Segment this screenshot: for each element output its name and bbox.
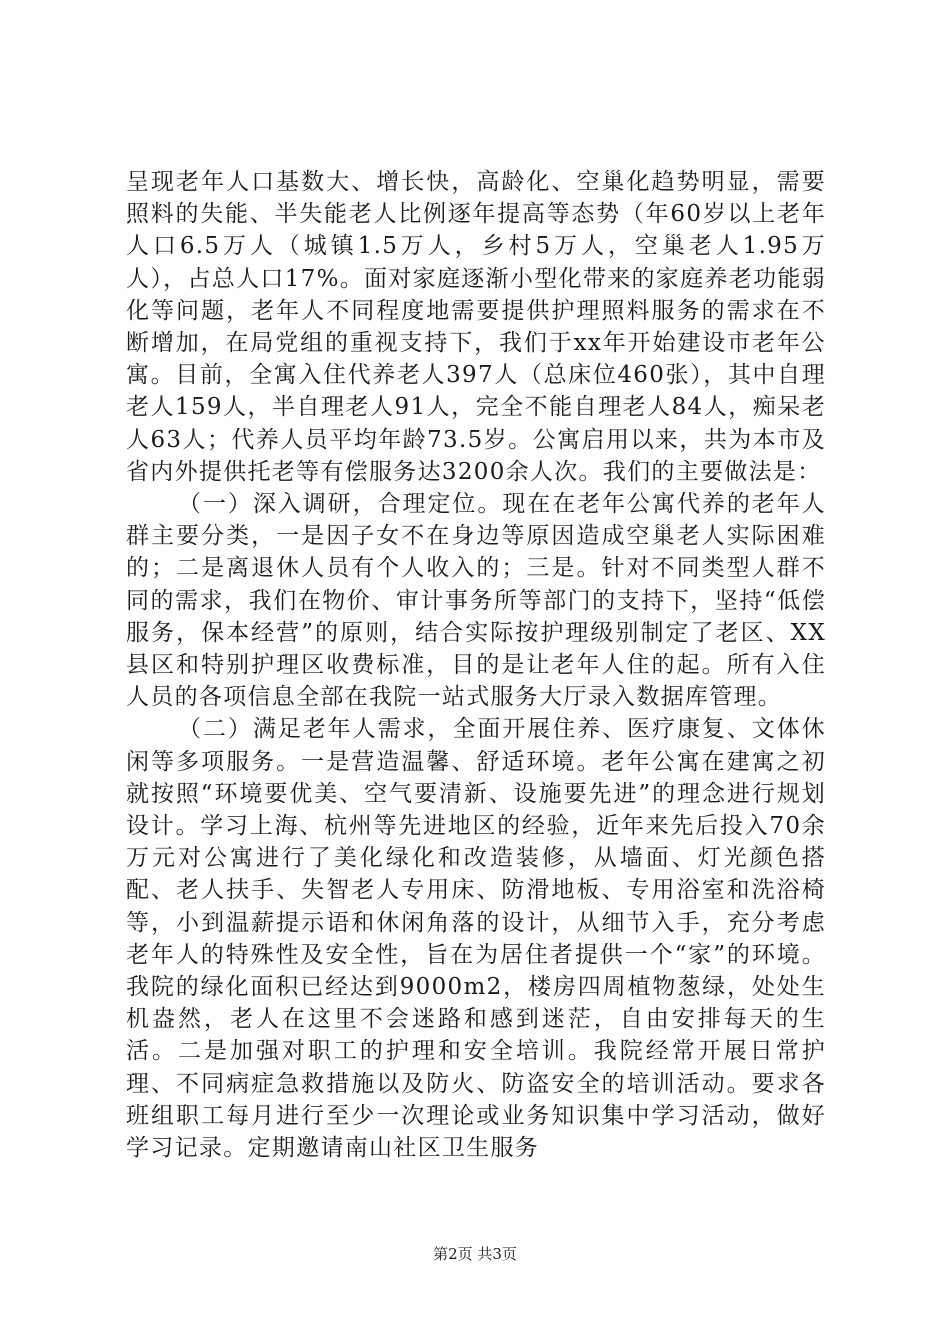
body-text [126, 166, 826, 1164]
page-footer: 第2页 共3页 [433, 1245, 517, 1263]
paragraph-section-2: （二）满足老年人需求，全面开展住养、医疗康复、文体休闲等多项服务。一是营造温馨、舒适环境。老年公寓在建寓之初就按照“环境要优美、空气要清新、设施要先进”的理念进行规划设计。学习上海、杭州等先进地区的经验，近年来先后投入70余万元对公寓进行了美化绿化和改造装修，从墙面、灯光颜色搭配、老人扶手、失智老人专用床、防滑地板、专用浴室和洗浴椅等，小到温薪提示语和休闲角落的设计，从细节入手，充分考虑老年人的特殊性及安全性，旨在为居住者提供一个“家”的环境。我院的绿化面积已经达到9000m2，楼房四周植物葱绿，处处生机盎然，老人在这里不会迷路和感到迷茫，自由安排每天的生活。二是加强对职工的护理和安全培训。我院经常开展日常护理、不同病症急救措施以及防火、防盗安全的培训活动。要求各班组职工每月进行至少一次理论或业务知识集中学习活动，做好学习记录。定期邀请南山社区卫生服务 [126, 716, 826, 1162]
paragraph-intro: 呈现老年人口基数大、增长快，高龄化、空巢化趋势明显，需要照料的失能、半失能老人比例逐年提高等态势（年60岁以上老年人口6.5万人（城镇1.5万人，乡村5万人，空巢老人1.95万人），占总人口17%。面对家庭逐渐小型化带来的家庭养老功能弱化等问题，老年人不同程度地需要提供护理照料服务的需求在不断增加，在局党组的重视支持下，我们于xx年开始建设市老年公寓。目前，全寓入住代养老人397人（总床位460张），其中自理老人159人，半自理老人91人，完全不能自理老人84人，痴呆老人63人；代养人员平均年龄73.5岁。公寓启用以来，共为本市及省内外提供托老等有偿服务达3200余人次。我们的主要做法是： [126, 169, 826, 485]
paragraph-section-1: （一）深入调研，合理定位。现在在老年公寓代养的老年人群主要分类，一是因子女不在身边等原因造成空巢老人实际困难的；二是离退休人员有个人收入的；三是。针对不同类型人群不同的需求，我们在物价、审计事务所等部门的支持下，坚持“低偿服务，保本经营”的原则，结合实际按护理级别制定了老区、XX县区和特别护理区收费标准，目的是让老年人住的起。所有入住人员的各项信息全部在我院一站式服务大厅录入数据库管理。 [126, 491, 826, 711]
